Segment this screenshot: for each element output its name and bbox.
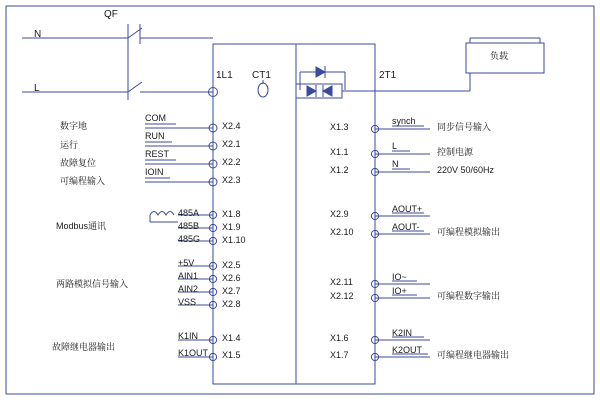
code-rest: REST [145, 149, 170, 159]
term-x2-10: X2.10 [330, 227, 354, 237]
label-analog-inputs: 两路模拟信号输入 [56, 279, 129, 289]
label-fault-reset: 故障复位 [60, 158, 97, 168]
term-x2-2: X2.2 [222, 157, 241, 167]
code-l: L [392, 141, 398, 151]
code-485a: 485A [178, 208, 200, 218]
code-ain1: AIN1 [178, 271, 199, 281]
term-x2-6: X2.6 [222, 273, 241, 283]
label-control-power-rating: 220V 50/60Hz [437, 165, 495, 175]
scr-block [296, 84, 342, 98]
code-aout-plus: AOUT+ [392, 204, 423, 214]
term-x2-3: X2.3 [222, 175, 241, 185]
code-k1out: K1OUT [178, 348, 209, 358]
code-k2in: K2IN [392, 328, 413, 338]
term-x1-10: X1.10 [222, 235, 246, 245]
label-n-input: N [34, 29, 42, 40]
code-ioin: IOIN [145, 167, 164, 177]
label-control-power: 控制电源 [437, 147, 474, 157]
label-programmable-relay-output: 可编程继电器输出 [437, 350, 510, 360]
code-com: COM [145, 113, 166, 123]
term-x1-8: X1.8 [222, 209, 241, 219]
term-x2-7: X2.7 [222, 286, 241, 296]
breaker-blade-bottom [128, 82, 142, 92]
outer-frame [6, 6, 594, 394]
code-io-plus: IO+ [392, 286, 407, 296]
label-programmable-digital-output: 可编程数字输出 [437, 291, 501, 301]
label-modbus: Modbus通讯 [56, 221, 107, 231]
code-synch: synch [392, 116, 416, 126]
code-vss: VSS [178, 297, 197, 307]
label-2t1: 2T1 [379, 70, 397, 81]
term-x1-1: X1.1 [330, 147, 349, 157]
term-x2-9: X2.9 [330, 209, 349, 219]
label-ct1: CT1 [252, 70, 271, 81]
label-run: 运行 [60, 140, 79, 150]
term-x2-5: X2.5 [222, 260, 241, 270]
scr-triangle-right [323, 86, 332, 96]
term-x1-2: X1.2 [330, 165, 349, 175]
code-485b: 485B [178, 221, 200, 231]
term-x2-1: X2.1 [222, 139, 241, 149]
term-x1-5: X1.5 [222, 350, 241, 360]
term-x1-9: X1.9 [222, 222, 241, 232]
label-load: 负载 [490, 51, 509, 61]
term-x1-4: X1.4 [222, 333, 241, 343]
code-io-tilde: IO~ [392, 272, 407, 282]
term-x1-6: X1.6 [330, 333, 349, 343]
ct1-core [258, 83, 268, 97]
code-aout-minus: AOUT- [392, 222, 420, 232]
term-x1-7: X1.7 [330, 350, 349, 360]
shield-coil [150, 212, 174, 216]
label-1l1: 1L1 [216, 70, 233, 81]
term-x2-11: X2.11 [330, 277, 353, 287]
code-ain2: AIN2 [178, 284, 199, 294]
diode-triangle [316, 67, 325, 77]
term-x2-4: X2.4 [222, 121, 241, 131]
code-k2out: K2OUT [392, 345, 423, 355]
term-x1-3: X1.3 [330, 122, 349, 132]
label-programmable-analog-output: 可编程模拟输出 [437, 227, 501, 237]
label-fault-relay-output: 故障继电器输出 [52, 342, 116, 352]
code-k1in: K1IN [178, 331, 199, 341]
label-digital-ground: 数字地 [60, 121, 88, 131]
term-x2-12: X2.12 [330, 291, 354, 301]
label-sync-input: 同步信号输入 [437, 122, 492, 132]
label-l-input: L [34, 83, 40, 94]
term-x2-8: X2.8 [222, 299, 241, 309]
label-programmable-input: 可编程输入 [60, 176, 106, 186]
code-485g: 485G [178, 234, 201, 244]
code-run: RUN [145, 131, 165, 141]
label-qf: QF [104, 9, 118, 20]
code-n: N [392, 159, 399, 169]
code-5v: +5V [178, 258, 195, 268]
scr-triangle-left [307, 86, 316, 96]
